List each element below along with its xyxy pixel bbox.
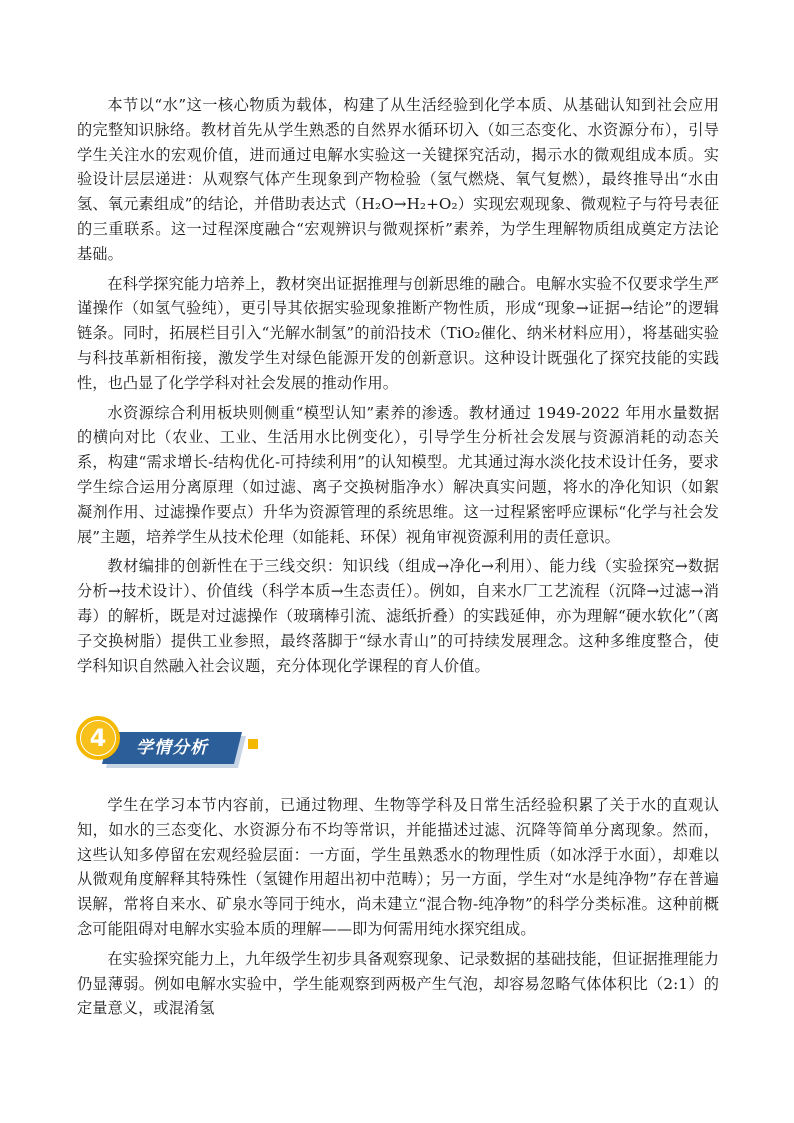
decorative-square	[248, 739, 258, 749]
paragraph-1: 本节以“水”这一核心物质为载体，构建了从生活经验到化学本质、从基础认知到社会应用的完整知识脉络。教材首先从学生熟悉的自然界水循环切入（如三态变化、水资源分布），引导学生关注水的宏观价值，进而通过电解水实验这一关键探究活动，揭示水的微观组成本质。实验设计层层递进：从观察气体产生现象到产物检验（氢气燃烧、氧气复燃），最终推导出“水由氢、氧元素组成”的结论，并借助表达式（H₂O→H₂+O₂）实现宏观现象、微观粒子与符号表征的三重联系。这一过程深度融合“宏观辨识与微观探析”素养，为学生理解物质组成奠定方法论基础。	[77, 96, 719, 263]
section-number: 4	[89, 724, 107, 752]
paragraph-6: 在实验探究能力上，九年级学生初步具备观察现象、记录数据的基础技能，但证据推理能力仍显薄弱。例如电解水实验中，学生能观察到两极产生气泡，却容易忽略气体体积比（2:1）的定量意义，或混淆氢	[77, 949, 719, 1018]
student-analysis-section	[77, 793, 719, 1026]
paragraph-3: 水资源综合利用板块则侧重“模型认知”素养的渗透。教材通过 1949-2022 年用水量数据的横向对比（农业、工业、生活用水比例变化），引导学生分析社会发展与资源消耗的动态关系，构建“需求增长-结构优化-可持续利用”的认知模型。尤其通过海水淡化技术设计任务，要求学生综合运用分离原理（如过滤、离子交换树脂净水）解决真实问题，将水的净化知识（如絮凝剂作用、过滤操作要点）升华为资源管理的系统思维。这一过程紧密呼应课标“化学与社会发展”主题，培养学生从技术伦理（如能耗、环保）视角审视资源利用的责任意识。	[77, 403, 719, 546]
paragraph-4: 教材编排的创新性在于三线交织：知识线（组成→净化→利用）、能力线（实验探究→数据分析→技术设计）、价值线（科学本质→生态责任）。例如，自来水厂工艺流程（沉降→过滤→消毒）的解析，既是对过滤操作（玻璃棒引流、滤纸折叠）的实践延伸，亦为理解“硬水软化”（离子交换树脂）提供工业参照，最终落脚于“绿水青山”的可持续发展理念。这种多维度整合，使学科知识自然融入社会议题，充分体现化学课程的育人价值。	[77, 557, 719, 675]
paragraph-2: 在科学探究能力培养上，教材突出证据推理与创新思维的融合。电解水实验不仅要求学生严谨操作（如氢气验纯），更引导其依据实验现象推断产物性质，形成“现象→证据→结论”的逻辑链条。同时，拓展栏目引入“光解水制氢”的前沿技术（TiO₂催化、纳米材料应用），将基础实验与科技革新相衔接，激发学生对绿色能源开发的创新意识。这种设计既强化了探究技能的实践性，也凸显了化学学科对社会发展的推动作用。	[77, 274, 719, 392]
paragraph-5: 学生在学习本节内容前，已通过物理、生物等学科及日常生活经验积累了关于水的直观认知，如水的三态变化、水资源分布不均等常识，并能描述过滤、沉降等简单分离现象。然而，这些认知多停留在宏观经验层面：一方面，学生虽熟悉水的物理性质（如冰浮于水面），却难以从微观角度解释其特殊性（氢键作用超出初中范畴）；另一方面，学生对“水是纯净物”存在普遍误解，常将自来水、矿泉水等同于纯水，尚未建立“混合物-纯净物”的科学分类标准。这种前概念可能阻碍对电解水实验本质的理解——即为何需用纯水探究组成。	[77, 796, 719, 938]
intro-analysis-section	[77, 93, 719, 683]
section-title: 学情分析	[136, 738, 208, 758]
section-header	[76, 716, 266, 776]
